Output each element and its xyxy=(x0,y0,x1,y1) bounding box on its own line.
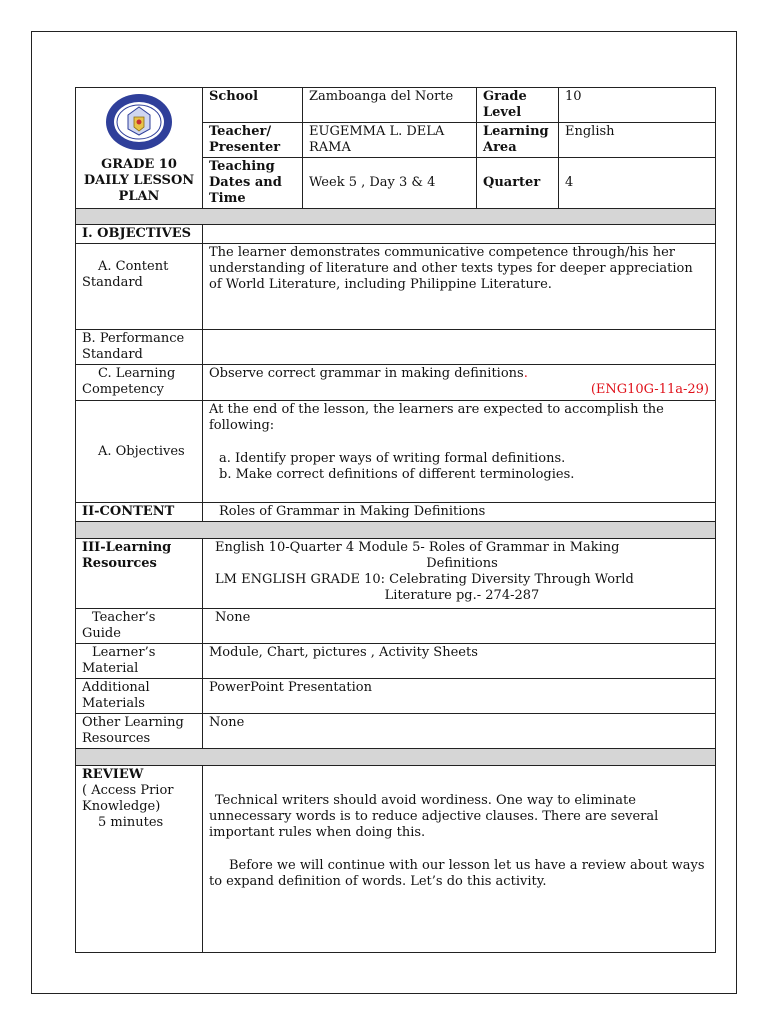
other-resources-label: Other Learning Resources xyxy=(76,714,203,749)
content-standard-text: The learner demonstrates communicative competence through/his her understanding of literature and other texts types for deeper appreciation of World Literature, including Philippine Literature. xyxy=(203,244,716,330)
deped-seal-icon xyxy=(104,93,174,151)
resource-line-2b: Literature pg.- 274-287 xyxy=(384,588,540,603)
resources-cell xyxy=(203,539,716,609)
objectives-heading: I. OBJECTIVES xyxy=(76,225,203,244)
teacher-value: EUGEMMA L. DELA RAMA xyxy=(303,123,477,158)
learning-area-value: English xyxy=(559,123,716,158)
competency-label: C. Learning Competency xyxy=(76,365,203,401)
grade-level-value: 10 xyxy=(559,88,716,123)
review-text-cell xyxy=(203,766,716,953)
teacher-label: Teacher/ Presenter xyxy=(203,123,303,158)
quarter-label: Quarter xyxy=(477,158,559,209)
resources-heading: III-Learning Resources xyxy=(76,539,203,609)
objectives-heading-blank xyxy=(203,225,716,244)
content-heading: II-CONTENT xyxy=(76,503,203,522)
dates-value: Week 5 , Day 3 & 4 xyxy=(303,158,477,209)
school-value: Zamboanga del Norte xyxy=(303,88,477,123)
objectives-cell xyxy=(203,401,716,503)
objectives-intro: At the end of the lesson, the learners are expected to accomplish the following: xyxy=(209,402,664,433)
grade-title-line-2: DAILY LESSON xyxy=(83,173,195,188)
competency-text: Observe correct grammar in making definitions xyxy=(209,366,524,381)
grade-title-cell xyxy=(76,88,203,209)
performance-standard-text xyxy=(203,330,716,365)
review-heading: REVIEW xyxy=(82,767,144,782)
quarter-value: 4 xyxy=(559,158,716,209)
resource-line-1a: English 10-Quarter 4 Module 5- Roles of Grammar in Making xyxy=(215,540,620,555)
review-paragraph-2: Before we will continue with our lesson let us have a review about ways to expand definition of words. Let’s do this activity. xyxy=(209,858,705,889)
objectives-label: A. Objectives xyxy=(76,401,203,503)
resource-line-2a: LM ENGLISH GRADE 10: Celebrating Diversity Through World xyxy=(215,572,634,587)
other-resources-value: None xyxy=(203,714,716,749)
teachers-guide-label: Teacher’s Guide xyxy=(76,609,203,644)
review-paragraph-1: Technical writers should avoid wordiness. One way to eliminate unnecessary words is to reduce adjective clauses. There are several important rules when doing this. xyxy=(209,793,659,840)
teachers-guide-value: None xyxy=(203,609,716,644)
resource-line-1b: Definitions xyxy=(426,556,498,571)
separator-row xyxy=(76,522,716,539)
grade-title-line-3: PLAN xyxy=(118,189,160,204)
content-standard-label: A. Content Standard xyxy=(76,244,203,330)
performance-standard-label: B. Performance Standard xyxy=(76,330,203,365)
content-text: Roles of Grammar in Making Definitions xyxy=(203,503,716,522)
lesson-plan-table xyxy=(75,87,716,953)
learners-material-value: Module, Chart, pictures , Activity Sheets xyxy=(203,644,716,679)
school-label: School xyxy=(203,88,303,123)
objective-b: b. Make correct definitions of different terminologies. xyxy=(219,467,575,482)
separator-row xyxy=(76,749,716,766)
separator-row xyxy=(76,209,716,225)
competency-cell: Observe correct grammar in making definitions. (ENG10G-11a-29) xyxy=(203,365,716,401)
dates-label: Teaching Dates and Time xyxy=(203,158,303,209)
grade-level-label: Grade Level xyxy=(477,88,559,123)
learning-area-label: Learning Area xyxy=(477,123,559,158)
review-label-cell: REVIEW ( Access Prior Knowledge) 5 minutes xyxy=(76,766,203,953)
grade-title-line-1: GRADE 10 xyxy=(101,157,177,172)
additional-materials-label: Additional Materials xyxy=(76,679,203,714)
additional-materials-value: PowerPoint Presentation xyxy=(203,679,716,714)
objective-a: a. Identify proper ways of writing formal definitions. xyxy=(219,451,566,466)
learners-material-label: Learner’s Material xyxy=(76,644,203,679)
competency-code: (ENG10G-11a-29) xyxy=(590,382,709,397)
